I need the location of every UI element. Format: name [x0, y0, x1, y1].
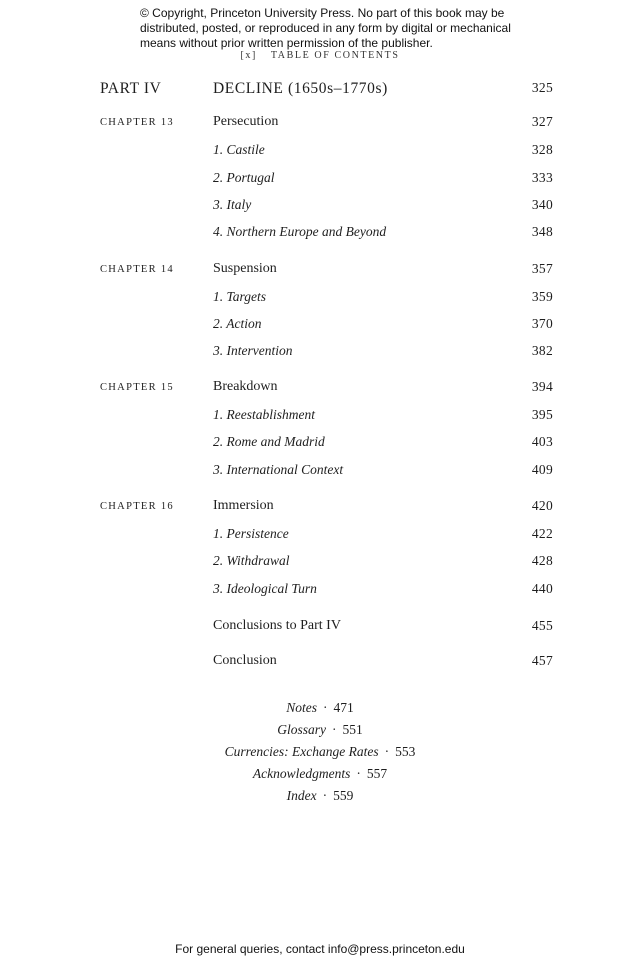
back-matter-item	[0, 766, 640, 782]
back-matter-item	[0, 700, 640, 716]
section-page: 409	[531, 462, 553, 477]
part-title: DECLINE (1650s–1770s)	[213, 80, 388, 97]
section-title: 1. Castile	[213, 142, 265, 157]
chapter-title: Breakdown	[213, 379, 278, 394]
back-matter-title: Currencies: Exchange Rates	[224, 744, 379, 759]
section-page: 328	[531, 142, 553, 157]
section-title: 2. Portugal	[213, 170, 275, 185]
back-matter-item	[0, 744, 640, 760]
back-matter-page: 553	[395, 744, 416, 759]
footer-contact: For general queries, contact info@press.princeton.edu	[175, 942, 465, 956]
copyright-notice	[140, 6, 520, 51]
chapter-label: CHAPTER 14	[100, 264, 174, 275]
conclusions-title: Conclusions to Part IV	[213, 618, 341, 633]
section-page: 440	[531, 581, 553, 596]
chapter-title: Suspension	[213, 261, 277, 276]
back-matter-page: 551	[342, 722, 363, 737]
section-title: 2. Withdrawal	[213, 553, 290, 568]
back-matter-page: 557	[366, 766, 388, 781]
section-page: 382	[531, 343, 553, 358]
section-page: 403	[531, 434, 553, 449]
separator-dot: ·	[356, 766, 361, 781]
chapter-page: 394	[531, 379, 553, 394]
back-matter-title: Notes	[286, 700, 317, 715]
back-matter-page: 471	[333, 700, 354, 715]
separator-dot: ·	[332, 722, 337, 737]
back-matter-item	[0, 722, 640, 738]
separator-dot: ·	[384, 744, 390, 759]
chapter-label: CHAPTER 15	[100, 382, 174, 393]
running-head-page: [x]	[240, 50, 257, 61]
conclusion-title: Conclusion	[213, 653, 277, 668]
part-label: PART IV	[100, 80, 162, 97]
section-page: 395	[531, 407, 553, 422]
back-matter-title: Glossary	[277, 722, 326, 737]
part-page: 325	[531, 80, 553, 95]
section-page: 422	[531, 526, 553, 541]
separator-dot: ·	[322, 788, 328, 803]
section-title: 3. International Context	[213, 462, 344, 477]
chapter-title: Persecution	[213, 114, 279, 129]
back-matter-page: 559	[333, 788, 354, 803]
section-title: 3. Intervention	[213, 343, 293, 358]
section-title: 2. Action	[213, 316, 262, 331]
section-page: 359	[531, 289, 553, 304]
section-page: 428	[531, 553, 553, 568]
section-title: 1. Reestablishment	[213, 407, 315, 422]
chapter-label: CHAPTER 13	[100, 117, 174, 128]
copyright-line: © Copyright, Princeton University Press. No part of this book may be	[140, 6, 505, 20]
section-title: 1. Targets	[213, 289, 267, 304]
section-title: 2. Rome and Madrid	[213, 434, 325, 449]
running-head-section: TABLE OF CONTENTS	[270, 50, 400, 61]
section-page: 370	[531, 316, 553, 331]
section-page: 333	[531, 170, 553, 185]
back-matter-title: Index	[286, 788, 317, 803]
section-page: 340	[531, 197, 553, 212]
copyright-line: distributed, posted, or reproduced in any form by digital or mechanical	[140, 21, 511, 35]
chapter-page: 420	[531, 498, 553, 513]
section-title: 3. Italy	[213, 197, 252, 212]
separator-dot: ·	[323, 700, 328, 715]
conclusion-page: 457	[531, 653, 553, 668]
conclusions-page: 455	[531, 618, 553, 633]
section-title: 3. Ideological Turn	[213, 581, 317, 596]
section-page: 348	[531, 224, 553, 239]
running-head	[0, 50, 640, 61]
chapter-page: 327	[531, 114, 553, 129]
section-title: 4. Northern Europe and Beyond	[213, 224, 387, 239]
chapter-page: 357	[531, 261, 553, 276]
chapter-label: CHAPTER 16	[100, 501, 174, 512]
back-matter-title: Acknowledgments	[252, 766, 351, 781]
section-title: 1. Persistence	[213, 526, 289, 541]
back-matter-item	[0, 788, 640, 804]
chapter-title: Immersion	[213, 498, 274, 513]
copyright-line: means without prior written permission of the publisher.	[140, 36, 433, 50]
